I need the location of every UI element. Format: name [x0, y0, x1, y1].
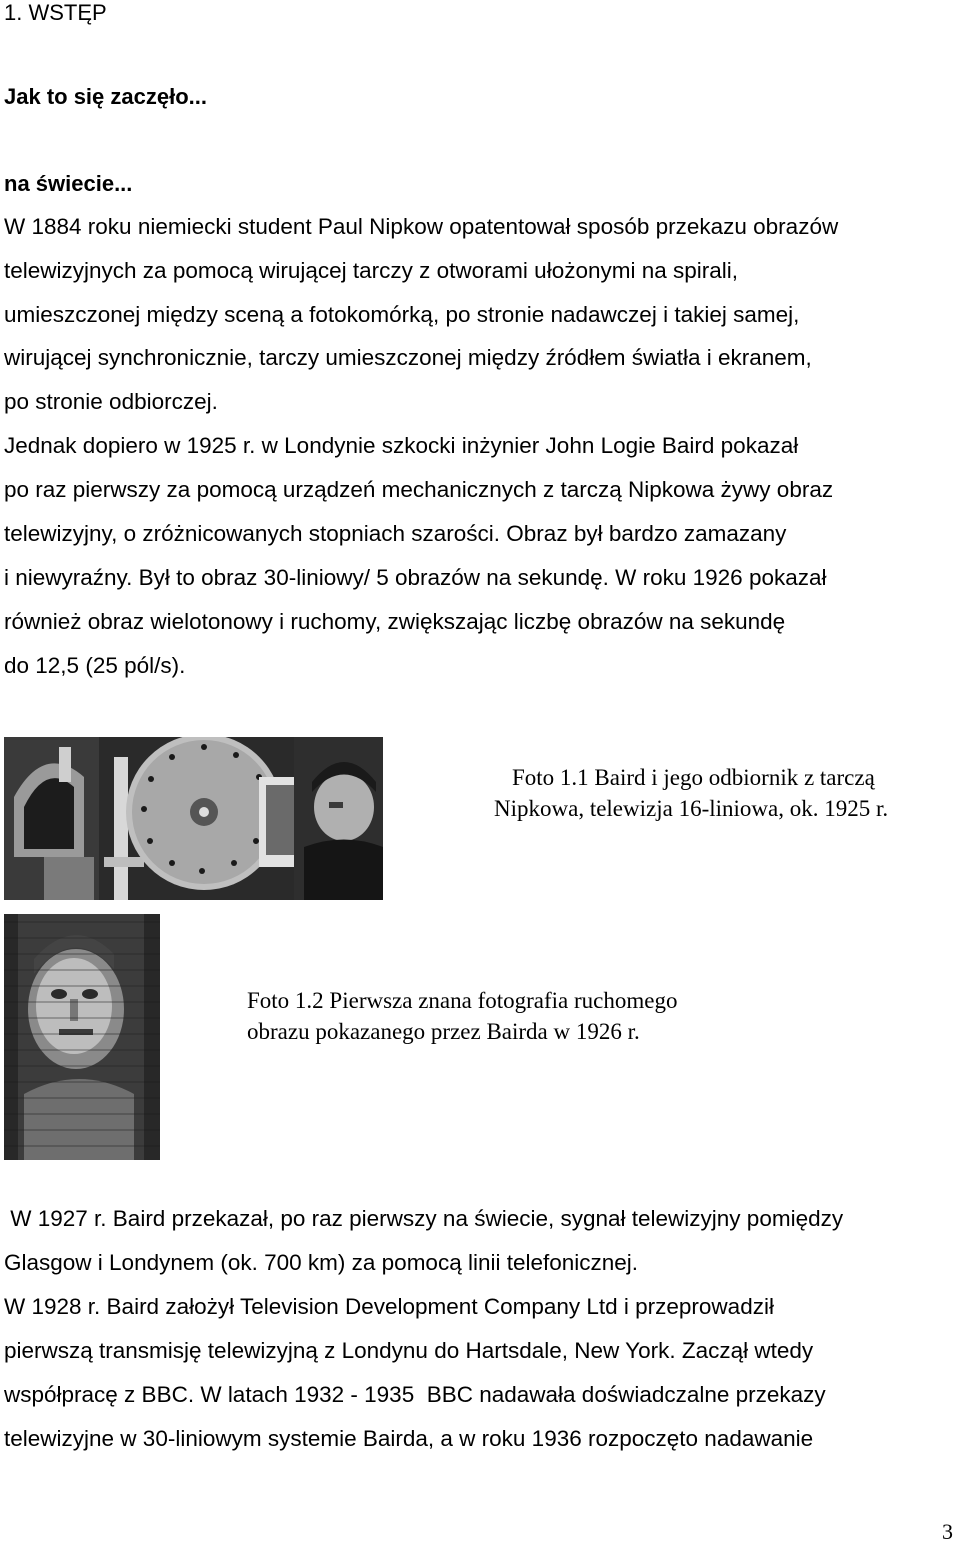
- subheading-origin: Jak to się zaczęło...: [4, 84, 207, 109]
- paragraph-2-line: współpracę z BBC. W latach 1932 - 1935 BBC nadawała doświadczalne przekazy: [4, 1382, 826, 1407]
- paragraph-2-line: W 1928 r. Baird założył Television Development Company Ltd i przeprowadził: [4, 1294, 774, 1319]
- photo-first-tv-image-image: [4, 914, 160, 1160]
- paragraph-1-line: również obraz wielotonowy i ruchomy, zwiększając liczbę obrazów na sekundę: [4, 609, 786, 634]
- section-heading: 1. WSTĘP: [4, 0, 107, 25]
- paragraph-1-line: umieszczonej między sceną a fotokomórką, po stronie nadawczej i takiej samej,: [4, 302, 800, 327]
- page-number: 3: [942, 1519, 953, 1544]
- paragraph-2-line: telewizyjne w 30-liniowym systemie Bairda, a w roku 1936 rozpoczęto nadawanie: [4, 1426, 814, 1451]
- photo-baird-receiver-image: [4, 737, 383, 900]
- paragraph-1-line: po raz pierwszy za pomocą urządzeń mechanicznych z tarczą Nipkowa żywy obraz: [4, 477, 834, 502]
- paragraph-2-line: W 1927 r. Baird przekazał, po raz pierwszy na świecie, sygnał telewizyjny pomiędzy: [4, 1206, 844, 1231]
- photo-1-caption-line-1: Foto 1.1 Baird i jego odbiornik z tarczą: [512, 765, 875, 790]
- paragraph-1-line: do 12,5 (25 pól/s).: [4, 653, 186, 678]
- paragraph-1-line: i niewyraźny. Był to obraz 30-liniowy/ 5 obrazów na sekundę. W roku 1926 pokazał: [4, 565, 827, 590]
- photo-2-caption-line-1: Foto 1.2 Pierwsza znana fotografia ruchomego: [247, 988, 678, 1013]
- paragraph-2-line: Glasgow i Londynem (ok. 700 km) za pomocą linii telefonicznej.: [4, 1250, 639, 1275]
- paragraph-2-line: pierwszą transmisję telewizyjną z Londynu do Hartsdale, New York. Zaczął wtedy: [4, 1338, 814, 1363]
- paragraph-1-line: W 1884 roku niemiecki student Paul Nipkow opatentował sposób przekazu obrazów: [4, 214, 839, 239]
- paragraph-1-line: telewizyjnych za pomocą wirującej tarczy z otworami ułożonymi na spirali,: [4, 258, 739, 283]
- paragraph-1-line: po stronie odbiorczej.: [4, 389, 218, 414]
- paragraph-1-line: Jednak dopiero w 1925 r. w Londynie szkocki inżynier John Logie Baird pokazał: [4, 433, 799, 458]
- photo-1-caption-line-2: Nipkowa, telewizja 16-liniowa, ok. 1925 r.: [494, 796, 889, 821]
- paragraph-1-line: wirującej synchronicznie, tarczy umieszczonej między źródłem światła i ekranem,: [4, 345, 812, 370]
- paragraph-1-line: telewizyjny, o zróżnicowanych stopniach szarości. Obraz był bardzo zamazany: [4, 521, 787, 546]
- photo-2-caption-line-2: obrazu pokazanego przez Bairda w 1926 r.: [247, 1019, 640, 1044]
- photo-baird-receiver: [4, 737, 383, 900]
- photo-first-tv-image: [4, 914, 160, 1160]
- subheading-world: na świecie...: [4, 171, 133, 196]
